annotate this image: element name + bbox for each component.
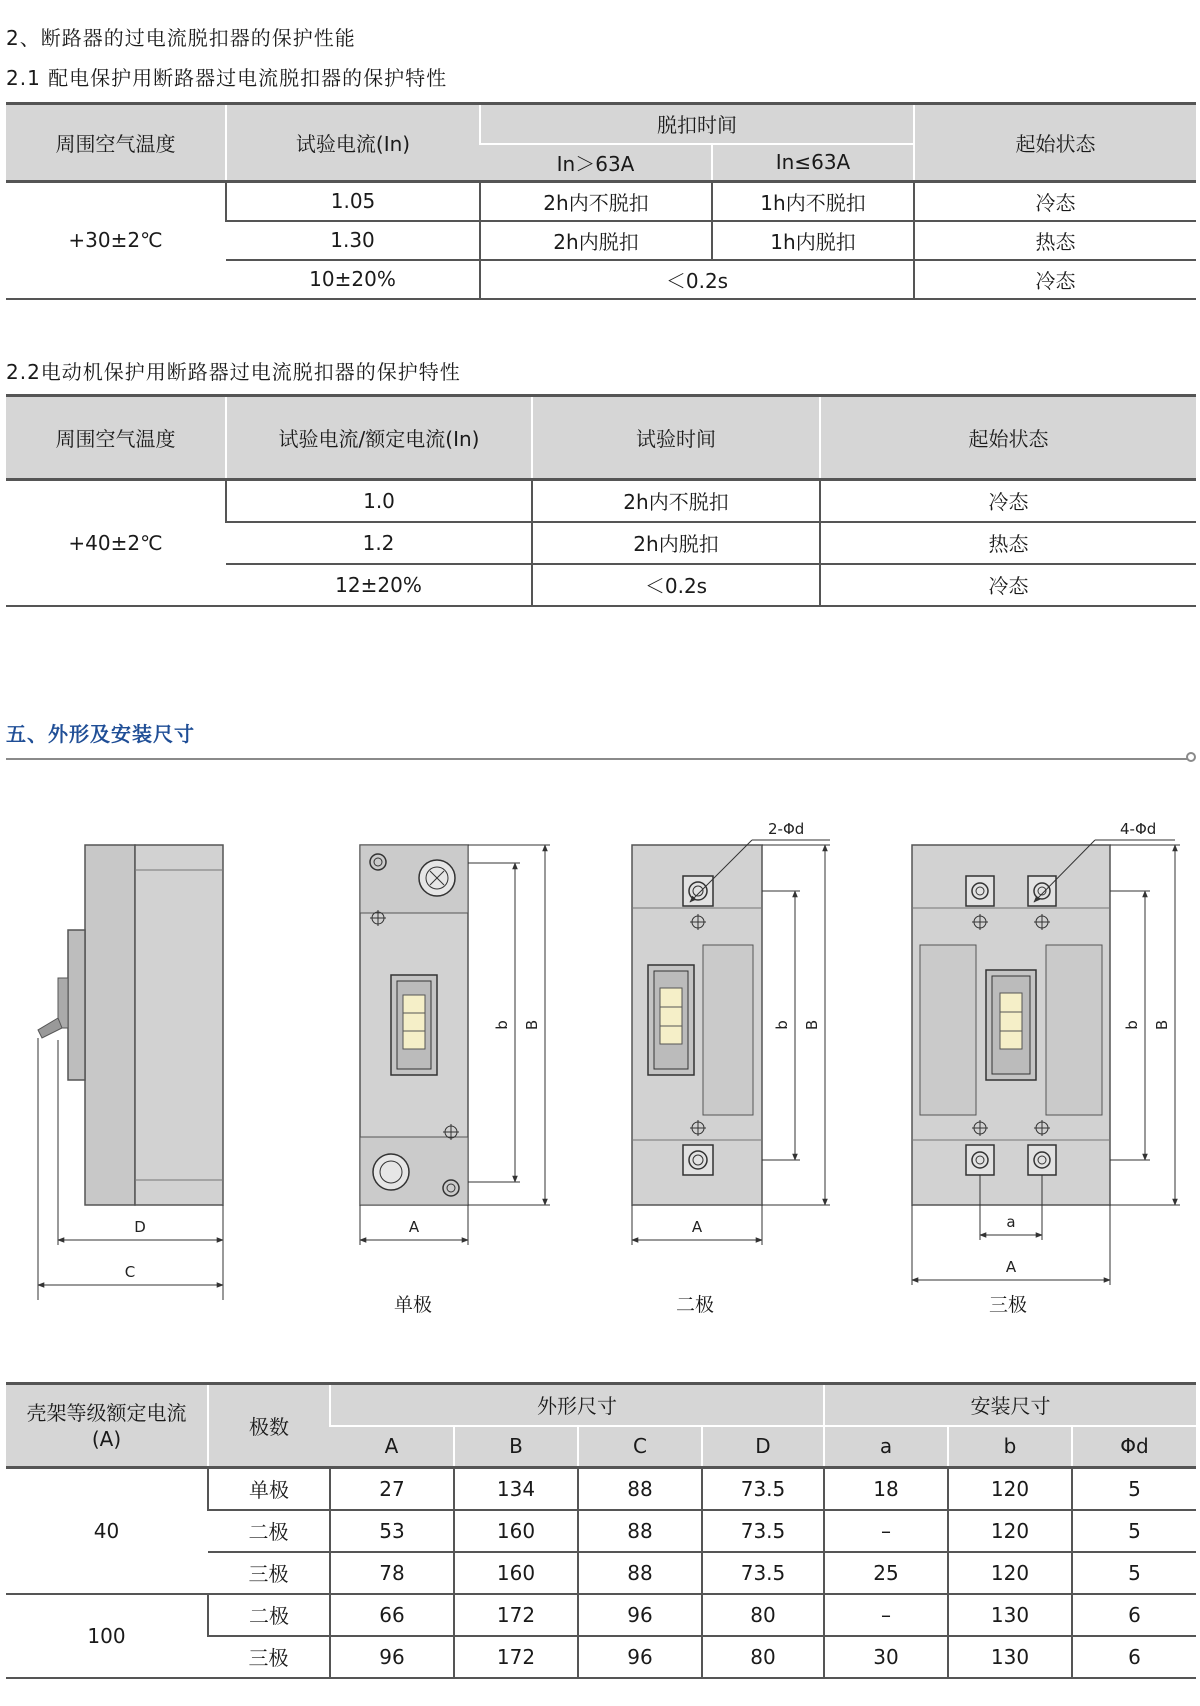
cell-value: 6	[1072, 1594, 1196, 1636]
cell-value: 30	[824, 1636, 948, 1678]
cell-state: 热态	[820, 522, 1196, 564]
cell-current: 1.0	[226, 480, 532, 522]
header-poles: 极数	[208, 1384, 330, 1468]
header-initial-state: 起始状态	[820, 396, 1196, 480]
dim-label-B: B	[523, 1019, 541, 1031]
cell-value: 73.5	[702, 1510, 824, 1552]
dim-label-B: B	[1153, 1019, 1171, 1031]
temperature-value: +30±2℃	[6, 182, 226, 299]
cell-gt63: 2h内不脱扣	[480, 182, 712, 221]
caption-three-pole: 三极	[989, 1294, 1028, 1316]
header-outline-dimensions: 外形尺寸	[330, 1384, 824, 1426]
cell-value: 130	[948, 1636, 1072, 1678]
frame-value: 40	[6, 1468, 208, 1594]
outline-drawing	[0, 800, 1200, 1320]
cell-le63: 1h内不脱扣	[712, 182, 914, 221]
cell-poles: 二极	[208, 1510, 330, 1552]
cell-poles: 二极	[208, 1594, 330, 1636]
dim-label-A: A	[408, 1218, 420, 1236]
dim-label-C: C	[124, 1263, 136, 1281]
cell-value: 6	[1072, 1636, 1196, 1678]
cell-poles: 三极	[208, 1636, 330, 1678]
cell-poles: 三极	[208, 1552, 330, 1594]
cell-state: 冷态	[820, 480, 1196, 522]
col-A: A	[330, 1426, 454, 1468]
dim-label-4-hole: 4-Φd	[1120, 820, 1157, 838]
motor-protection-table	[6, 394, 1196, 607]
cell-value: 5	[1072, 1552, 1196, 1594]
header-install-dimensions: 安装尺寸	[824, 1384, 1196, 1426]
cell-value: 73.5	[702, 1552, 824, 1594]
cell-value: 160	[454, 1510, 578, 1552]
header-trip-time: 脱扣时间	[480, 104, 914, 144]
cell-value: 96	[330, 1636, 454, 1678]
cell-state: 冷态	[914, 260, 1196, 299]
subsection-heading-distribution: 2.1 配电保护用断路器过电流脱扣器的保护特性	[6, 66, 448, 90]
col-phi-d: Φd	[1072, 1426, 1196, 1468]
caption-single-pole: 单极	[394, 1294, 433, 1316]
cell-value: 5	[1072, 1468, 1196, 1510]
cell-value: 66	[330, 1594, 454, 1636]
two-pole-view	[632, 820, 830, 1245]
dim-label-A: A	[1005, 1258, 1017, 1276]
table-row	[6, 1468, 1196, 1510]
dim-label-b: b	[493, 1020, 511, 1030]
cell-current: 12±20%	[226, 564, 532, 606]
cell-value: 130	[948, 1594, 1072, 1636]
cell-value: 88	[578, 1510, 702, 1552]
section-heading-protection: 2、断路器的过电流脱扣器的保护性能	[6, 26, 356, 50]
dim-label-b: b	[1123, 1020, 1141, 1030]
cell-value: 25	[824, 1552, 948, 1594]
cell-value: 120	[948, 1510, 1072, 1552]
cell-state: 热态	[914, 221, 1196, 260]
divider-end-icon	[1186, 752, 1196, 762]
caption-two-pole: 二极	[676, 1294, 715, 1316]
single-pole-view	[360, 845, 550, 1245]
cell-value: 88	[578, 1552, 702, 1594]
cell-value: 120	[948, 1552, 1072, 1594]
cell-value: 120	[948, 1468, 1072, 1510]
table-row	[6, 480, 1196, 522]
cell-current: 1.2	[226, 522, 532, 564]
cell-value: –	[824, 1510, 948, 1552]
dim-label-b: b	[773, 1020, 791, 1030]
cell-value: 172	[454, 1594, 578, 1636]
cell-value: 96	[578, 1636, 702, 1678]
cell-time: ＜0.2s	[480, 260, 914, 299]
col-D: D	[702, 1426, 824, 1468]
header-temperature: 周围空气温度	[6, 104, 226, 182]
temperature-value: +40±2℃	[6, 480, 226, 606]
header-test-current: 试验电流(In)	[226, 104, 480, 182]
cell-value: –	[824, 1594, 948, 1636]
frame-value: 100	[6, 1594, 208, 1678]
header-test-current-ratio: 试验电流/额定电流(In)	[226, 396, 532, 480]
three-pole-view	[912, 820, 1180, 1285]
header-frame-unit: (A)	[91, 1426, 122, 1451]
dim-label-a: a	[1006, 1213, 1016, 1231]
dim-label-B: B	[803, 1019, 821, 1031]
cell-value: 96	[578, 1594, 702, 1636]
cell-time: 2h内不脱扣	[532, 480, 820, 522]
cell-value: 73.5	[702, 1468, 824, 1510]
cell-state: 冷态	[820, 564, 1196, 606]
subsection-heading-motor: 2.2电动机保护用断路器过电流脱扣器的保护特性	[6, 360, 461, 384]
cell-value: 27	[330, 1468, 454, 1510]
section-heading-dimensions: 五、外形及安装尺寸	[6, 722, 195, 746]
cell-time: 2h内脱扣	[532, 522, 820, 564]
cell-value: 160	[454, 1552, 578, 1594]
header-test-time: 试验时间	[532, 396, 820, 480]
header-initial-state: 起始状态	[914, 104, 1196, 182]
header-in-gt-63a: In＞63A	[480, 144, 712, 182]
header-frame-label: 壳架等级额定电流	[26, 1400, 187, 1425]
cell-value: 5	[1072, 1510, 1196, 1552]
cell-current: 1.05	[226, 182, 480, 221]
side-view	[38, 845, 223, 1300]
table-row	[6, 182, 1196, 221]
col-B: B	[454, 1426, 578, 1468]
cell-value: 134	[454, 1468, 578, 1510]
col-a: a	[824, 1426, 948, 1468]
dim-label-A: A	[691, 1218, 703, 1236]
cell-poles: 单极	[208, 1468, 330, 1510]
dimensions-table	[6, 1382, 1196, 1679]
section-divider	[6, 758, 1188, 760]
cell-gt63: 2h内脱扣	[480, 221, 712, 260]
cell-value: 80	[702, 1636, 824, 1678]
cell-current: 1.30	[226, 221, 480, 260]
cell-value: 172	[454, 1636, 578, 1678]
col-b: b	[948, 1426, 1072, 1468]
header-frame-current	[6, 1384, 208, 1468]
cell-value: 53	[330, 1510, 454, 1552]
distribution-protection-table	[6, 102, 1196, 300]
table-row	[6, 1594, 1196, 1636]
dim-label-2-hole: 2-Φd	[768, 820, 805, 838]
header-temperature: 周围空气温度	[6, 396, 226, 480]
cell-value: 80	[702, 1594, 824, 1636]
cell-time: ＜0.2s	[532, 564, 820, 606]
cell-value: 78	[330, 1552, 454, 1594]
cell-current: 10±20%	[226, 260, 480, 299]
header-in-le-63a: In≤63A	[712, 144, 914, 182]
cell-value: 18	[824, 1468, 948, 1510]
cell-le63: 1h内脱扣	[712, 221, 914, 260]
cell-value: 88	[578, 1468, 702, 1510]
dim-label-D: D	[134, 1218, 146, 1236]
col-C: C	[578, 1426, 702, 1468]
cell-state: 冷态	[914, 182, 1196, 221]
